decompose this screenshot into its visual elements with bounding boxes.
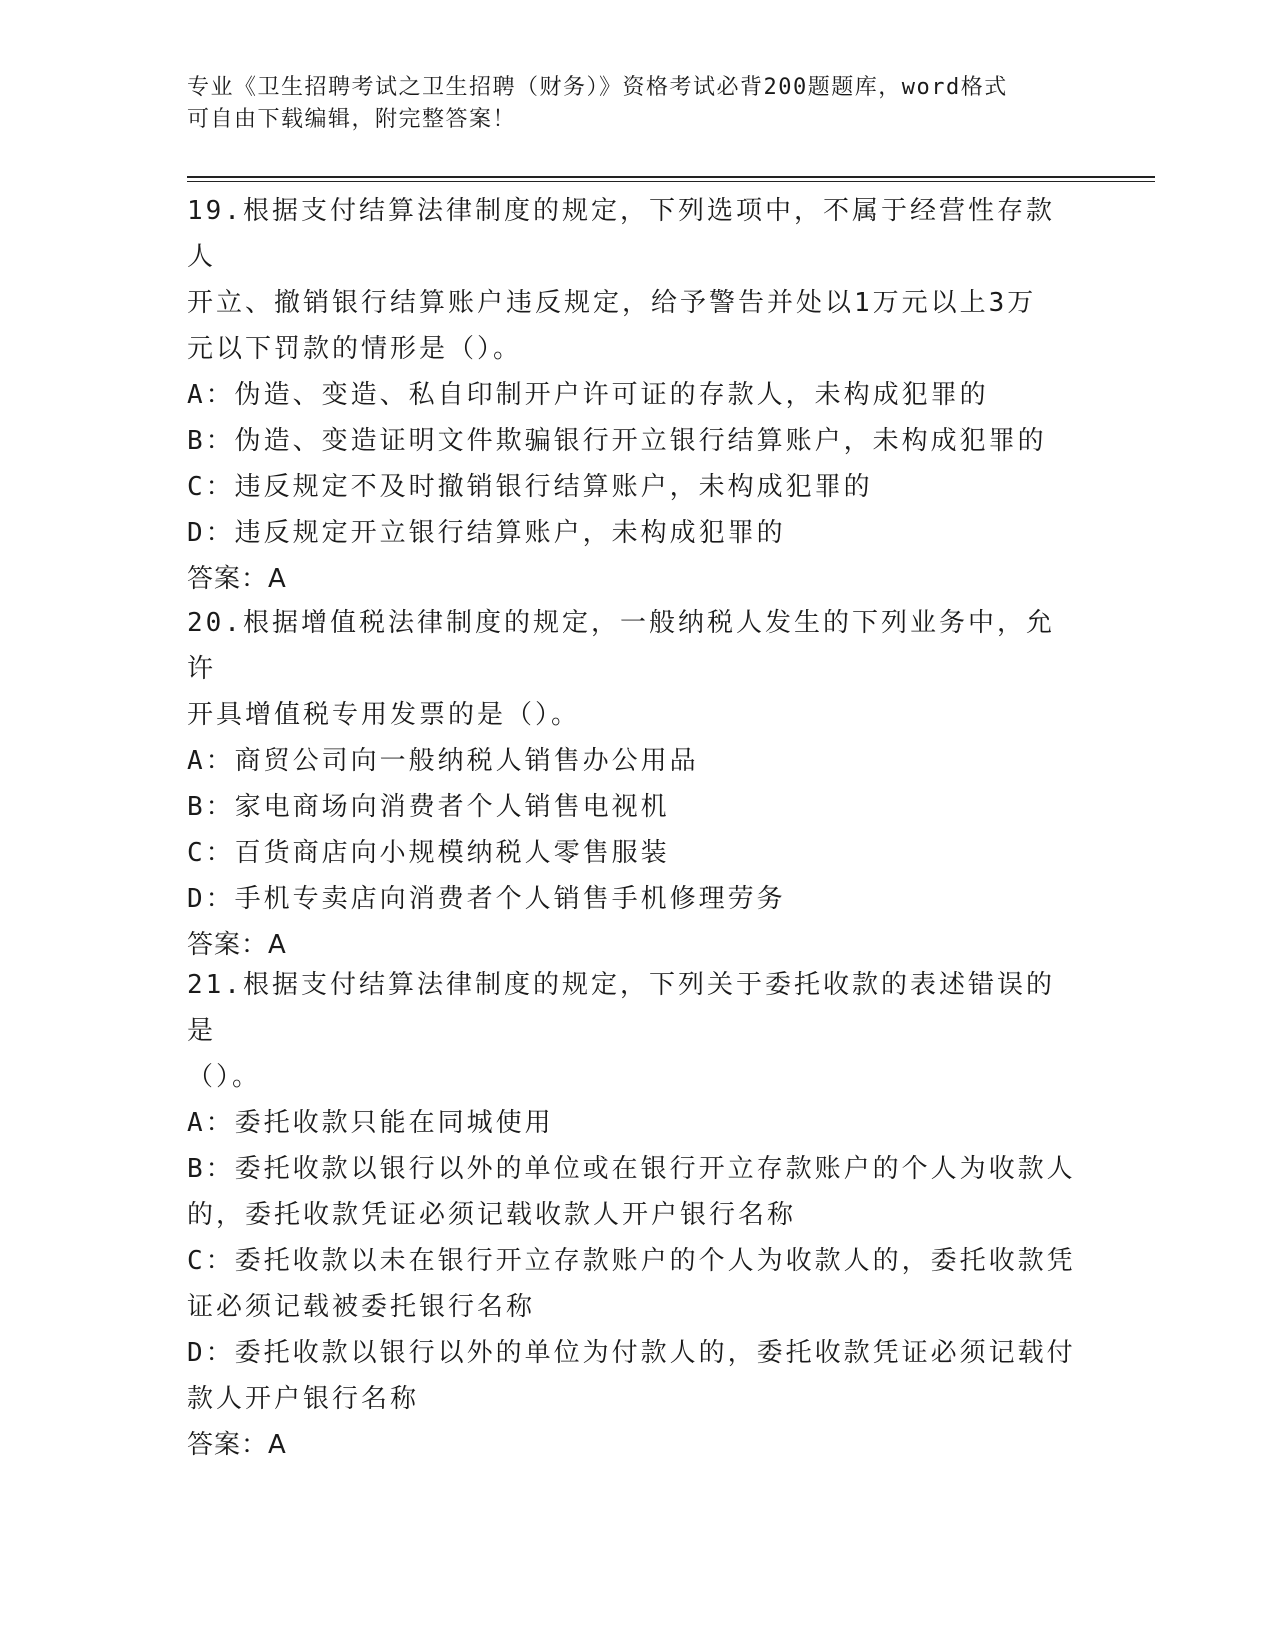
answer-label: 答案：A [187,930,287,960]
answer-label: 答案：A [187,564,287,594]
header-divider-thick [187,176,1155,178]
option-line: 证必须记载被委托银行名称 [187,1292,536,1322]
option-line: C：违反规定不及时撤销银行结算账户，未构成犯罪的 [187,472,873,502]
option-line: 的，委托收款凭证必须记载收款人开户银行名称 [187,1200,797,1230]
option-line: D：违反规定开立银行结算账户，未构成犯罪的 [187,518,786,548]
option-line: B：家电商场向消费者个人销售电视机 [187,792,670,822]
stem-line: 元以下罚款的情形是（）。 [187,334,523,364]
document-header [187,72,1067,136]
stem-line: 开具增值税专用发票的是（）。 [187,700,581,730]
option-d [187,510,1077,556]
header-divider-thin [187,181,1155,182]
option-line: B：委托收款以银行以外的单位或在银行开立存款账户的个人为收款人 [187,1154,1076,1184]
option-d [187,1330,1077,1422]
header-line-2: 可自由下载编辑，附完整答案！ [187,107,517,132]
stem-line: （）。 [187,1062,262,1092]
option-b [187,1146,1077,1238]
stem-line: 开立、撤销银行结算账户违反规定，给予警告并处以1万元以上3万 [187,288,1037,318]
question-stem [187,962,1077,1100]
option-b [187,418,1077,464]
question-21 [187,962,1077,1468]
stem-line: 21.根据支付结算法律制度的规定，下列关于委托收款的表述错误的是 [187,970,1055,1046]
option-d [187,876,1077,922]
option-c [187,830,1077,876]
option-a [187,738,1077,784]
option-line: 款人开户银行名称 [187,1384,420,1414]
question-19 [187,188,1077,602]
option-line: C：百货商店向小规模纳税人零售服装 [187,838,670,868]
stem-line: 20.根据增值税法律制度的规定，一般纳税人发生的下列业务中，允许 [187,608,1055,684]
option-line: A：商贸公司向一般纳税人销售办公用品 [187,746,699,776]
option-line: C：委托收款以未在银行开立存款账户的个人为收款人的，委托收款凭 [187,1246,1076,1276]
option-line: D：手机专卖店向消费者个人销售手机修理劳务 [187,884,786,914]
question-stem [187,600,1077,738]
option-b [187,784,1077,830]
answer-label: 答案：A [187,1430,287,1460]
option-line: A：伪造、变造、私自印制开户许可证的存款人，未构成犯罪的 [187,380,989,410]
header-line-1: 专业《卫生招聘考试之卫生招聘（财务）》资格考试必背200题题库，word格式 [187,75,1008,100]
stem-line: 19.根据支付结算法律制度的规定，下列选项中，不属于经营性存款人 [187,196,1055,272]
question-20 [187,600,1077,968]
option-line: A：委托收款只能在同城使用 [187,1108,554,1138]
option-a [187,372,1077,418]
question-stem [187,188,1077,372]
option-a [187,1100,1077,1146]
option-c [187,464,1077,510]
option-c [187,1238,1077,1330]
option-line: D：委托收款以银行以外的单位为付款人的，委托收款凭证必须记载付 [187,1338,1076,1368]
option-line: B：伪造、变造证明文件欺骗银行开立银行结算账户，未构成犯罪的 [187,426,1047,456]
